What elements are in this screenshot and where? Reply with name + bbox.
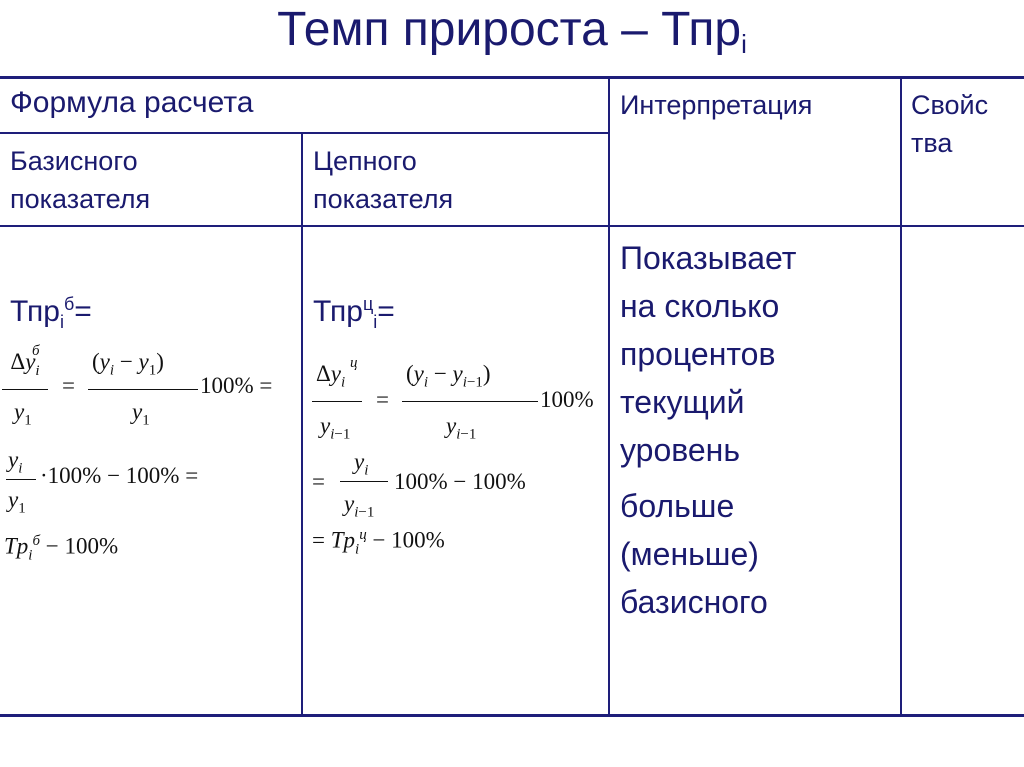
title-subscript: i <box>741 29 747 59</box>
interp-line: (меньше) <box>620 536 759 572</box>
table-top-border <box>0 76 1024 79</box>
interp-line: базисного <box>620 584 768 620</box>
interp-line: процентов <box>620 336 776 372</box>
col-divider-1 <box>301 133 303 716</box>
chain-label-sup: ц <box>362 294 374 314</box>
interp-line: Показывает <box>620 240 797 276</box>
formula-header: Формула расчета <box>10 86 254 119</box>
title-text: Темп прироста – Тпр <box>277 3 742 56</box>
basic-formula: $\Delta y_i$ б $y_1$ = $(y_i - y_1)$ $y_1$ 100% = $y_i$ $y_1$ ·100% − 100% = $Tp_i^б - 100\%$ <box>4 343 273 564</box>
basic-header: Базисного показателя <box>10 146 151 214</box>
formula-subheader-line <box>0 132 609 134</box>
col-divider-3 <box>900 77 902 716</box>
props-header: Свойс тва <box>911 90 989 158</box>
basic-label-main: Тпр <box>10 295 60 328</box>
header-bottom-line <box>0 225 1024 227</box>
page-title <box>0 0 1024 70</box>
interp-header: Интерпретация <box>620 90 813 120</box>
basic-label-eq: = <box>74 295 92 328</box>
interp-line: уровень <box>620 432 741 468</box>
basic-label-sub: i <box>59 312 64 332</box>
interpretation-text <box>620 234 896 626</box>
table-bottom-border <box>0 714 1024 717</box>
chain-formula: $\Delta y_i$ ц $y_{i-1}$ = $(y_i - y_{i-1})$ $y_{i-1}$ 100% = $y_i$ $y_{i-1}$ 100% − 100% = $Tp_i^ц - 100\%$ <box>312 355 594 558</box>
chain-label <box>313 294 395 333</box>
interp-line: текущий <box>620 384 745 420</box>
interp-line: на сколько <box>620 288 780 324</box>
chain-label-main: Тпр <box>313 295 363 328</box>
chain-label-sub: i <box>373 312 378 332</box>
basic-label <box>10 294 92 333</box>
chain-label-eq: = <box>377 295 395 328</box>
col-divider-2 <box>608 77 610 716</box>
chain-header: Цепного показателя <box>313 146 454 214</box>
interp-line: больше <box>620 488 735 524</box>
basic-label-sup: б <box>63 294 75 314</box>
